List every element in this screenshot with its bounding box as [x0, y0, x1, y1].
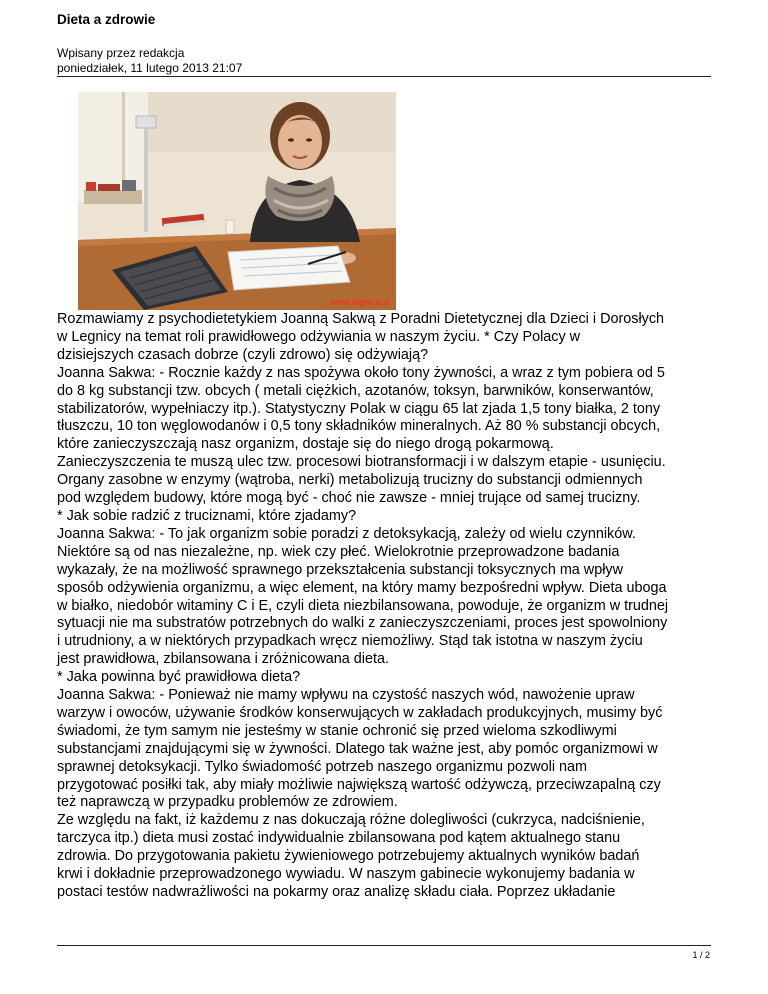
article-line: * Jaka powinna być prawidłowa dieta? — [57, 669, 301, 686]
article-line: jest prawidłowa, zbilansowana i zróżnicowana dieta. — [57, 651, 389, 668]
article-line: świadomi, że tym samym nie jesteśmy w stanie ochronić się przed wieloma szkodliwymi — [57, 722, 617, 739]
article-line: Ze względu na fakt, iż każdemu z nas dokuczają różne dolegliwości (cukrzyca, nadciśnienie, — [57, 812, 645, 829]
article-line: do 8 kg substancji tzw. obcych ( metali ciężkich, azotanów, toksyn, barwników, konserwantów, — [57, 382, 654, 399]
article-line: krwi i dokładnie przeprowadzonego wywiadu. W naszym gabinecie wykonujemy badania w — [57, 866, 635, 883]
article-line: * Jak sobie radzić z truciznami, które zjadamy? — [57, 507, 357, 524]
article-line: tarczyca itp.) dieta musi zostać indywidualnie zbilansowana pod kątem aktualnego stanu — [57, 830, 621, 847]
article-line: i utrudniony, a w niektórych przypadkach wręcz niemożliwy. Stąd tak istotna w naszym życiu — [57, 633, 643, 650]
footer-divider — [57, 945, 711, 946]
photo-illustration — [78, 92, 396, 310]
article-line: postaci testów nadwrażliwości na pokarmy oraz analizę składu ciała. Poprzez układanie — [57, 884, 616, 900]
article-line: sprawnej detoksykacji. Tylko świadomość potrzeb naszego organizmu pozwoli nam — [57, 758, 588, 775]
article-line: pod względem budowy, które mogą być - choć nie zawsze - mniej trujące od samej trucizny. — [57, 490, 641, 507]
article-line: w Legnicy na temat roli prawidłowego odżywiania w naszym życiu. * Czy Polacy w — [57, 328, 581, 345]
article-line: sytuacji nie ma substratów potrzebnych do walki z zanieczyszczeniami, proces jest spowolniony — [57, 615, 668, 632]
article-line: też naprawczą w przypadku problemów ze zdrowiem. — [57, 794, 398, 811]
date-line: poniedziałek, 11 lutego 2013 21:07 — [57, 61, 243, 75]
article-line: tłuszczu, 10 ton węglowodanów i 0,5 tony składników mineralnych. Aż 80 % substancji obcych, — [57, 418, 661, 435]
article-meta — [57, 46, 242, 76]
article-line: stabilizatorów, wypełniaczy itp.). Statystyczny Polak w ciągu 65 lat zjada 1,5 tony białka, 2 tony — [57, 400, 661, 417]
article-line: Niektóre są od nas niezależne, np. wiek czy płeć. Wielokrotnie przeprowadzone badania — [57, 543, 620, 560]
article-line: zdrowia. Do przygotowania pakietu żywieniowego potrzebujemy aktualnych wyników badań — [57, 848, 640, 865]
article-line: Rozmawiamy z psychodietetykiem Joanną Sakwą z Poradni Dietetycznej dla Dzieci i Dorosłych — [57, 311, 665, 327]
article-body — [57, 311, 717, 902]
article-line: Joanna Sakwa: - Rocznie każdy z nas spożywa około tony żywności, a wraz z tym pobiera od 5 — [57, 364, 665, 381]
article-line: dzisiejszych czasach dobrze (czyli zdrowo) się odżywiają? — [57, 346, 429, 363]
article-line: warzyw i owoców, używanie środków konserwujących w zakładach produkcyjnych, musimy być — [57, 704, 663, 721]
page-title: Dieta a zdrowie — [57, 12, 156, 27]
interview-photo — [78, 92, 396, 310]
article-line: przygotować posiłki tak, aby miały możliwie największą wartość odżywczą, przeciwzapalną czy — [57, 776, 661, 793]
article-line: Joanna Sakwa: - To jak organizm sobie poradzi z detoksykacją, zależy od wielu czynników. — [57, 525, 636, 542]
article-line: Organy zasobne w enzymy (wątroba, nerki) metabolizują trucizny do substancji odmiennych — [57, 472, 643, 489]
photo-watermark: www.legnica.pl — [330, 297, 390, 307]
article-line: wykazały, że na możliwość sprawnego przekształcenia substancji toksycznych ma wpływ — [57, 561, 623, 578]
article-line: Joanna Sakwa: - Ponieważ nie mamy wpływu na czystość naszych wód, nawożenie upraw — [57, 687, 635, 704]
article-line: substancjami znajdującymi się w żywności. Dlatego tak ważne jest, aby pomóc organizmowi w — [57, 740, 658, 757]
article-line: Zanieczyszczenia te muszą ulec tzw. procesowi biotransformacji i w dalszym etapie - usunięciu. — [57, 454, 666, 471]
author-line: Wpisany przez redakcja — [57, 46, 185, 60]
page-number: 1 / 2 — [692, 950, 710, 960]
header-divider — [57, 76, 711, 77]
article-line: sposób odżywienia organizmu, a więc element, na który mamy bezpośredni wpływ. Dieta uboga — [57, 579, 667, 596]
article-line: w białko, niedobór witaminy C i E, czyli dieta niezbilansowana, powoduje, że organizm w trudnej — [57, 597, 669, 614]
article-line: które zanieczyszczają nasz organizm, dostaje się do niego drogą pokarmową. — [57, 436, 554, 453]
